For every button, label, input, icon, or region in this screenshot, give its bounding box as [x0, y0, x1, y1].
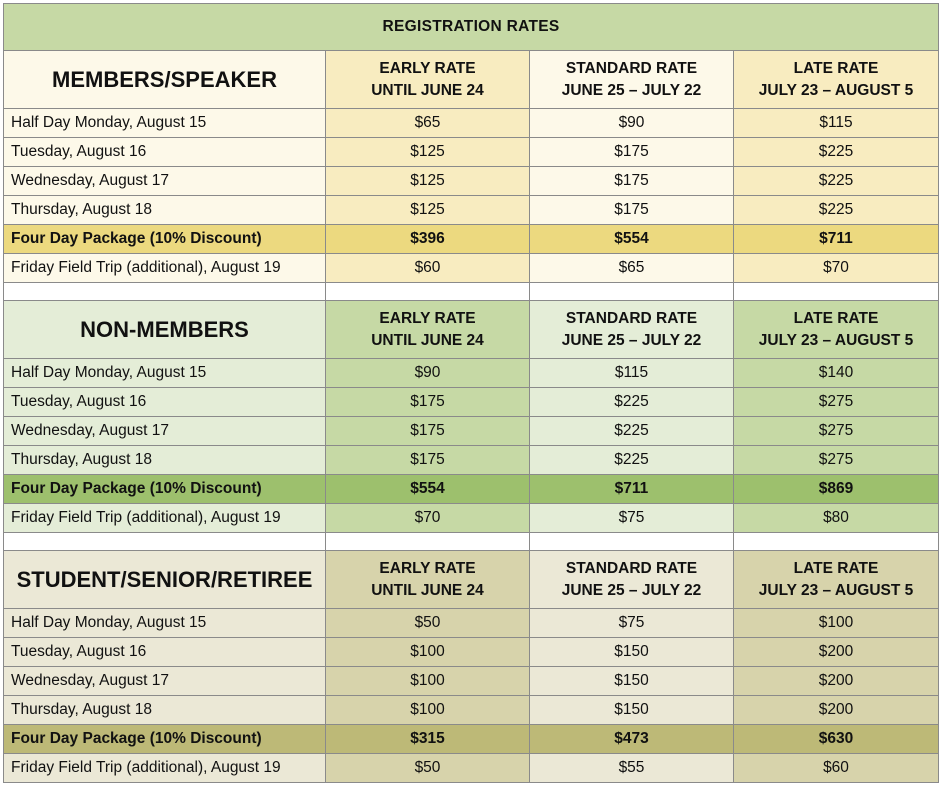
standard-rate-cell: $225 [530, 417, 734, 446]
late-rate-cell: $200 [734, 667, 939, 696]
late-rate-cell: $80 [734, 504, 939, 533]
early-rate-cell: $175 [326, 417, 530, 446]
standard-rate-cell: $150 [530, 638, 734, 667]
table-title-row [4, 4, 939, 51]
late-rate-cell: $630 [734, 725, 939, 754]
late-rate-cell: $100 [734, 609, 939, 638]
standard-rate-cell: $115 [530, 359, 734, 388]
late-rate-cell: $225 [734, 196, 939, 225]
section-title: MEMBERS/SPEAKER [4, 51, 326, 109]
section-student-senior-retiree [4, 551, 939, 783]
late-rate-cell: $60 [734, 754, 939, 783]
standard-rate-cell: $75 [530, 609, 734, 638]
table-row [4, 446, 939, 475]
standard-rate-cell: $175 [530, 196, 734, 225]
standard-rate-cell: $150 [530, 696, 734, 725]
late-rate-cell: $711 [734, 225, 939, 254]
row-label: Thursday, August 18 [4, 196, 326, 225]
standard-rate-cell: $554 [530, 225, 734, 254]
package-row [4, 225, 939, 254]
column-header-standard: STANDARD RATE JUNE 25 – JULY 22 [530, 301, 734, 359]
package-row [4, 475, 939, 504]
package-row [4, 725, 939, 754]
early-rate-cell: $554 [326, 475, 530, 504]
early-rate-cell: $100 [326, 696, 530, 725]
section-title: STUDENT/SENIOR/RETIREE [4, 551, 326, 609]
table-row [4, 638, 939, 667]
section-header-row [4, 301, 939, 359]
standard-rate-cell: $175 [530, 167, 734, 196]
row-label: Half Day Monday, August 15 [4, 609, 326, 638]
early-rate-cell: $50 [326, 754, 530, 783]
standard-rate-cell: $150 [530, 667, 734, 696]
late-rate-cell: $140 [734, 359, 939, 388]
late-rate-cell: $275 [734, 388, 939, 417]
early-rate-cell: $50 [326, 609, 530, 638]
row-label: Thursday, August 18 [4, 696, 326, 725]
table-row [4, 504, 939, 533]
row-label: Wednesday, August 17 [4, 667, 326, 696]
column-header-late: LATE RATE JULY 23 – AUGUST 5 [734, 301, 939, 359]
row-label: Thursday, August 18 [4, 446, 326, 475]
early-rate-cell: $175 [326, 388, 530, 417]
standard-rate-cell: $225 [530, 446, 734, 475]
early-rate-cell: $396 [326, 225, 530, 254]
row-label: Half Day Monday, August 15 [4, 359, 326, 388]
standard-rate-cell: $90 [530, 109, 734, 138]
table-row [4, 754, 939, 783]
column-header-early: EARLY RATE UNTIL JUNE 24 [326, 51, 530, 109]
table-row [4, 196, 939, 225]
column-header-early: EARLY RATE UNTIL JUNE 24 [326, 551, 530, 609]
early-rate-cell: $125 [326, 138, 530, 167]
table-row [4, 138, 939, 167]
row-label: Tuesday, August 16 [4, 638, 326, 667]
column-header-early: EARLY RATE UNTIL JUNE 24 [326, 301, 530, 359]
early-rate-cell: $65 [326, 109, 530, 138]
row-label: Tuesday, August 16 [4, 138, 326, 167]
standard-rate-cell: $473 [530, 725, 734, 754]
late-rate-cell: $275 [734, 417, 939, 446]
row-label: Friday Field Trip (additional), August 19 [4, 754, 326, 783]
registration-rates-table [3, 3, 939, 783]
row-label: Friday Field Trip (additional), August 19 [4, 254, 326, 283]
early-rate-cell: $125 [326, 167, 530, 196]
row-label: Half Day Monday, August 15 [4, 109, 326, 138]
row-label: Wednesday, August 17 [4, 417, 326, 446]
late-rate-cell: $869 [734, 475, 939, 504]
late-rate-cell: $115 [734, 109, 939, 138]
table-row [4, 609, 939, 638]
row-label: Four Day Package (10% Discount) [4, 225, 326, 254]
early-rate-cell: $100 [326, 638, 530, 667]
early-rate-cell: $70 [326, 504, 530, 533]
table-row [4, 167, 939, 196]
spacer-row [4, 283, 939, 301]
column-header-late: LATE RATE JULY 23 – AUGUST 5 [734, 51, 939, 109]
column-header-standard: STANDARD RATE JUNE 25 – JULY 22 [530, 551, 734, 609]
row-label: Friday Field Trip (additional), August 19 [4, 504, 326, 533]
column-header-standard: STANDARD RATE JUNE 25 – JULY 22 [530, 51, 734, 109]
standard-rate-cell: $225 [530, 388, 734, 417]
table-row [4, 359, 939, 388]
section-non-members [4, 301, 939, 551]
standard-rate-cell: $711 [530, 475, 734, 504]
early-rate-cell: $90 [326, 359, 530, 388]
late-rate-cell: $225 [734, 138, 939, 167]
column-header-late: LATE RATE JULY 23 – AUGUST 5 [734, 551, 939, 609]
row-label: Wednesday, August 17 [4, 167, 326, 196]
standard-rate-cell: $175 [530, 138, 734, 167]
early-rate-cell: $60 [326, 254, 530, 283]
standard-rate-cell: $75 [530, 504, 734, 533]
section-title: NON-MEMBERS [4, 301, 326, 359]
early-rate-cell: $315 [326, 725, 530, 754]
row-label: Four Day Package (10% Discount) [4, 725, 326, 754]
table-row [4, 417, 939, 446]
late-rate-cell: $200 [734, 696, 939, 725]
section-members-speaker [4, 51, 939, 301]
table-title: REGISTRATION RATES [4, 4, 939, 51]
standard-rate-cell: $55 [530, 754, 734, 783]
late-rate-cell: $200 [734, 638, 939, 667]
standard-rate-cell: $65 [530, 254, 734, 283]
late-rate-cell: $275 [734, 446, 939, 475]
row-label: Four Day Package (10% Discount) [4, 475, 326, 504]
section-header-row [4, 51, 939, 109]
spacer-row [4, 533, 939, 551]
section-header-row [4, 551, 939, 609]
late-rate-cell: $225 [734, 167, 939, 196]
table-row [4, 388, 939, 417]
table-row [4, 254, 939, 283]
early-rate-cell: $175 [326, 446, 530, 475]
early-rate-cell: $100 [326, 667, 530, 696]
table-row [4, 696, 939, 725]
table-row [4, 667, 939, 696]
late-rate-cell: $70 [734, 254, 939, 283]
early-rate-cell: $125 [326, 196, 530, 225]
table-row [4, 109, 939, 138]
row-label: Tuesday, August 16 [4, 388, 326, 417]
